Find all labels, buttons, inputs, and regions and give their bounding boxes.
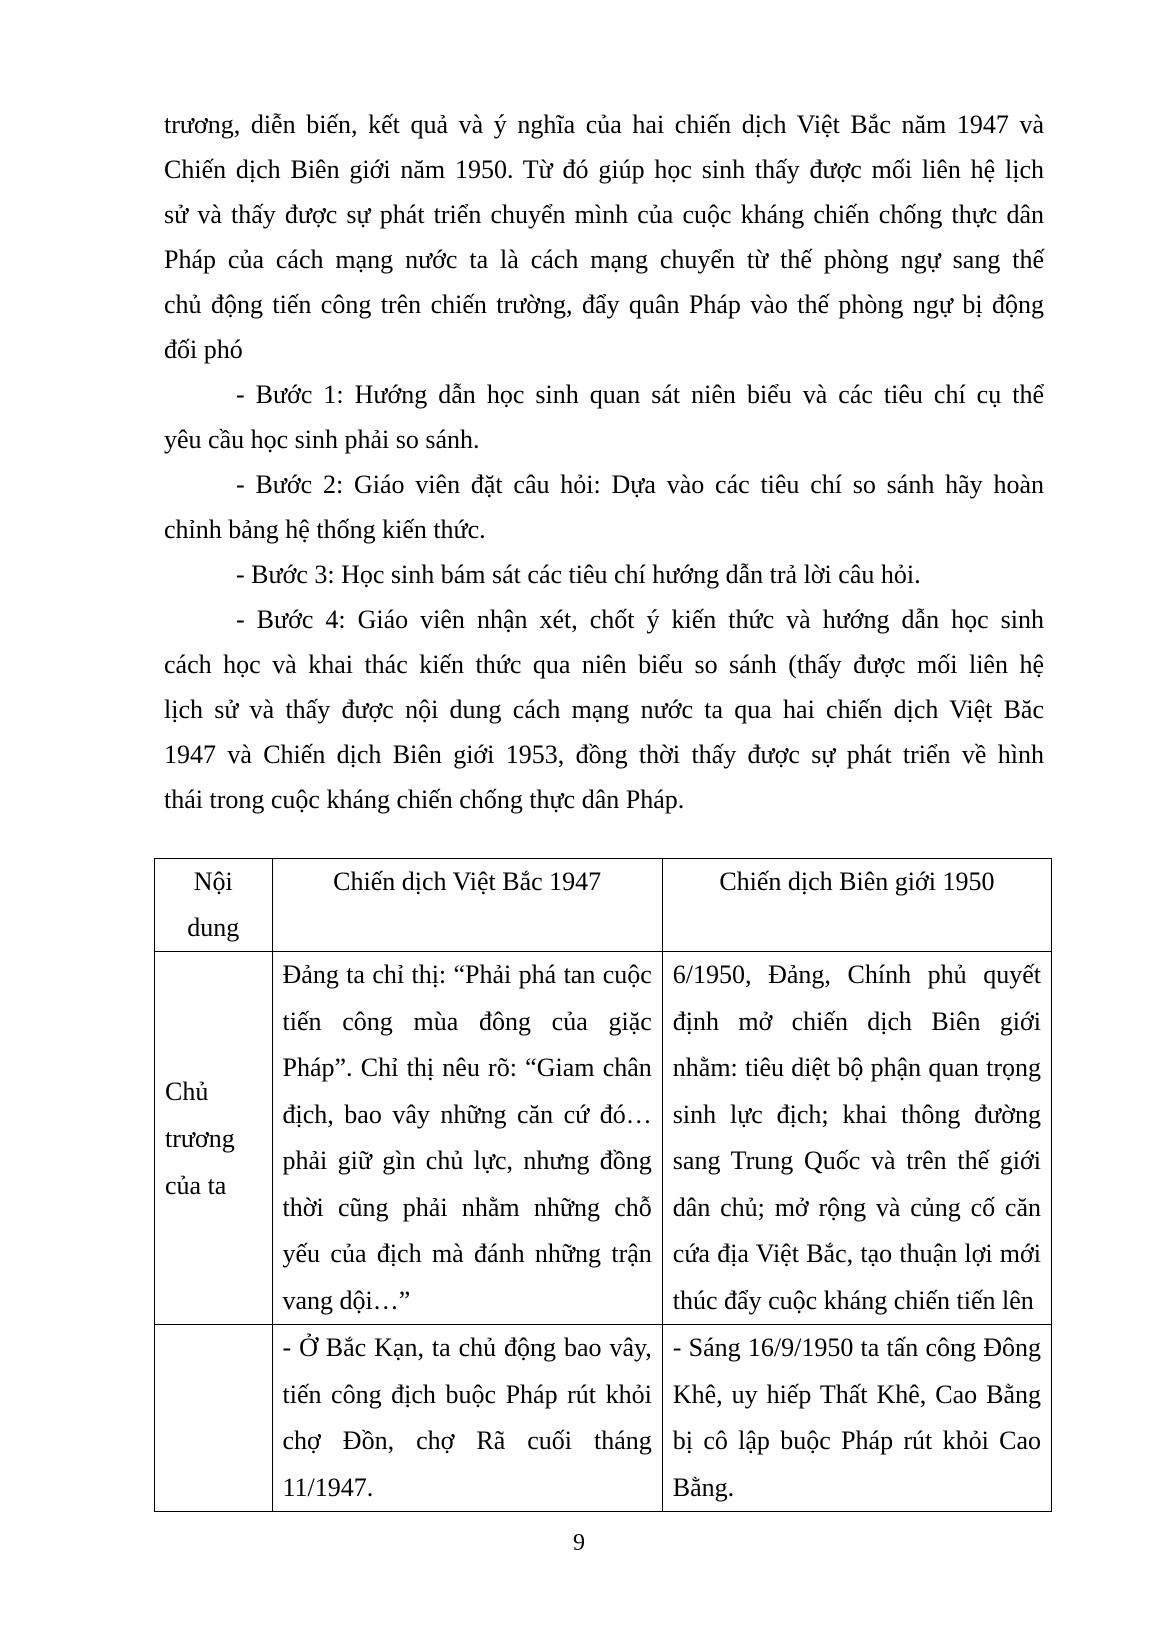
step-4-line: 1947 và Chiến dịch Biên giới 1953, đồng thời thấy được sự phát triển về hình [164, 740, 1044, 769]
table-header-row [155, 859, 1052, 952]
step-1-line: - Bước 1: Hướng dẫn học sinh quan sát niên biểu và các tiêu chí cụ thể [236, 380, 1044, 409]
step-1-line: yêu cầu học sinh phải so sánh. [164, 425, 480, 454]
row-label-events [155, 1325, 273, 1512]
paragraph-line: trương, diễn biến, kết quả và ý nghĩa của hai chiến dịch Việt Bắc năm 1947 và [164, 110, 1044, 139]
paragraph-line: sử và thấy được sự phát triển chuyển mình của cuộc kháng chiến chống thực dân [164, 200, 1044, 229]
paragraph-line: Chiến dịch Biên giới năm 1950. Từ đó giúp học sinh thấy được mối liên hệ lịch [164, 155, 1044, 184]
step-4-line: - Bước 4: Giáo viên nhận xét, chốt ý kiến thức và hướng dẫn học sinh [236, 605, 1044, 634]
header-cell-content: Nội dung [155, 859, 273, 952]
table-row [155, 952, 1052, 1325]
header-cell-viet-bac: Chiến dịch Việt Bắc 1947 [272, 859, 662, 952]
page-number: 9 [573, 1530, 585, 1556]
step-3-line: - Bước 3: Học sinh bám sát các tiêu chí hướng dẫn trả lời câu hỏi. [236, 560, 921, 589]
paragraph-line: Pháp của cách mạng nước ta là cách mạng chuyển từ thế phòng ngự sang thế [164, 245, 1044, 274]
table-row [155, 1325, 1052, 1512]
step-4-line: thái trong cuộc kháng chiến chống thực dân Pháp. [164, 785, 685, 814]
cell-viet-bac-events: - Ở Bắc Kạn, ta chủ động bao vây, tiến công địch buộc Pháp rút khỏi chợ Đồn, chợ Rã cuối tháng 11/1947. [272, 1325, 662, 1512]
cell-viet-bac-policy: Đảng ta chỉ thị: “Phải phá tan cuộc tiến công mùa đông của giặc Pháp”. Chỉ thị nêu rõ: “Giam chân địch, bao vây những căn cứ đó…phải giữ gìn chủ lực, nhưng đồng thời cũng phải nhằm những chỗ yếu của địch mà đánh những trận vang dội…” [272, 952, 662, 1325]
cell-bien-gioi-events: - Sáng 16/9/1950 ta tấn công Đông Khê, uy hiếp Thất Khê, Cao Bằng bị cô lập buộc Pháp rút khỏi Cao Bằng. [662, 1325, 1051, 1512]
row-label-policy: Chủ trương của ta [155, 952, 273, 1325]
paragraph-line: đối phó [164, 335, 243, 364]
comparison-table [154, 858, 1052, 1512]
header-cell-bien-gioi: Chiến dịch Biên giới 1950 [662, 859, 1051, 952]
paragraph-line: chủ động tiến công trên chiến trường, đẩy quân Pháp vào thế phòng ngự bị động [164, 290, 1044, 319]
step-2-line: - Bước 2: Giáo viên đặt câu hỏi: Dựa vào các tiêu chí so sánh hãy hoàn [236, 470, 1044, 499]
step-2-line: chỉnh bảng hệ thống kiến thức. [164, 515, 486, 544]
step-4-line: lịch sử và thấy được nội dung cách mạng nước ta qua hai chiến dịch Việt Băc [164, 695, 1044, 724]
step-4-line: cách học và khai thác kiến thức qua niên biểu so sánh (thấy được mối liên hệ [164, 650, 1044, 679]
cell-bien-gioi-policy: 6/1950, Đảng, Chính phủ quyết định mở chiến dịch Biên giới nhằm: tiêu diệt bộ phận quan trọng sinh lực địch; khai thông đường sang Trung Quốc và trên thế giới dân chủ; mở rộng và củng cố căn cứa địa Việt Bắc, tạo thuận lợi mới thúc đẩy cuộc kháng chiến tiến lên [662, 952, 1051, 1325]
